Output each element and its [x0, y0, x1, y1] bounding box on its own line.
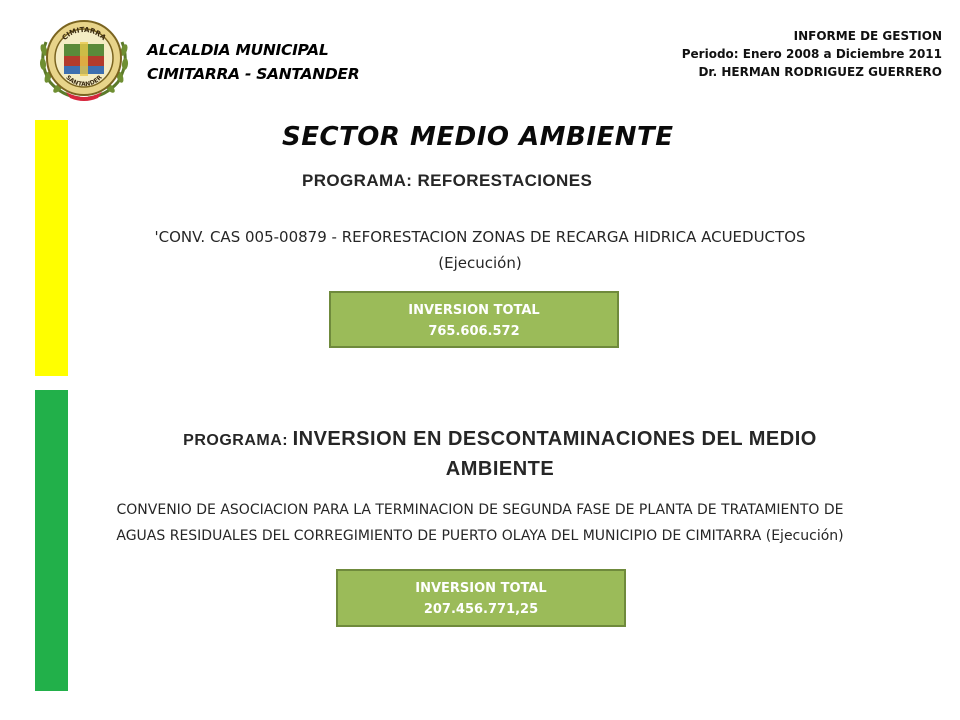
program2-project-line2: AGUAS RESIDUALES DEL CORREGIMIENTO DE PUERTO OLAYA DEL MUNICIPIO DE CIMITARRA (Ejecución)	[116, 528, 844, 544]
section1-color-bar	[35, 120, 68, 376]
report-period: Periodo: Enero 2008 a Diciembre 2011	[681, 47, 942, 61]
program2-investment-label: INVERSION TOTAL	[415, 581, 547, 596]
program2-investment-box	[336, 569, 626, 627]
program1-investment-value: 765.606.572	[428, 324, 520, 339]
program1-title: PROGRAMA: REFORESTACIONES	[302, 171, 593, 190]
program2-label: PROGRAMA:	[183, 432, 289, 449]
municipal-seal-logo	[36, 12, 132, 104]
org-name-line2: CIMITARRA - SANTANDER	[147, 65, 360, 83]
program2-name-line2: AMBIENTE	[445, 458, 555, 480]
program1-project-line2: (Ejecución)	[438, 254, 522, 272]
program1-investment-label: INVERSION TOTAL	[408, 303, 540, 318]
sector-title: SECTOR MEDIO AMBIENTE	[282, 122, 674, 152]
program1-investment-box	[329, 291, 619, 348]
report-mayor: Dr. HERMAN RODRIGUEZ GUERRERO	[698, 65, 942, 79]
org-name-line1: ALCALDIA MUNICIPAL	[147, 41, 329, 59]
program2-investment-value: 207.456.771,25	[423, 602, 539, 617]
organization-name	[147, 38, 359, 86]
program1-project-description	[80, 224, 880, 276]
program1-project-line1: 'CONV. CAS 005-00879 - REFORESTACION ZONAS DE RECARGA HIDRICA ACUEDUCTOS	[154, 228, 806, 246]
program2-name-line1: INVERSION EN DESCONTAMINACIONES DEL MEDIO	[292, 428, 817, 450]
svg-text:SANTANDER: SANTANDER	[64, 74, 104, 89]
program2-project-line1: CONVENIO DE ASOCIACION PARA LA TERMINACION DE SEGUNDA FASE DE PLANTA DE TRATAMIENTO DE	[116, 502, 844, 518]
program2-title	[90, 425, 910, 483]
report-info	[682, 27, 942, 81]
svg-text:CIMITARRA: CIMITARRA	[60, 25, 108, 42]
report-title: INFORME DE GESTION	[793, 29, 942, 43]
program2-project-description	[60, 497, 900, 549]
